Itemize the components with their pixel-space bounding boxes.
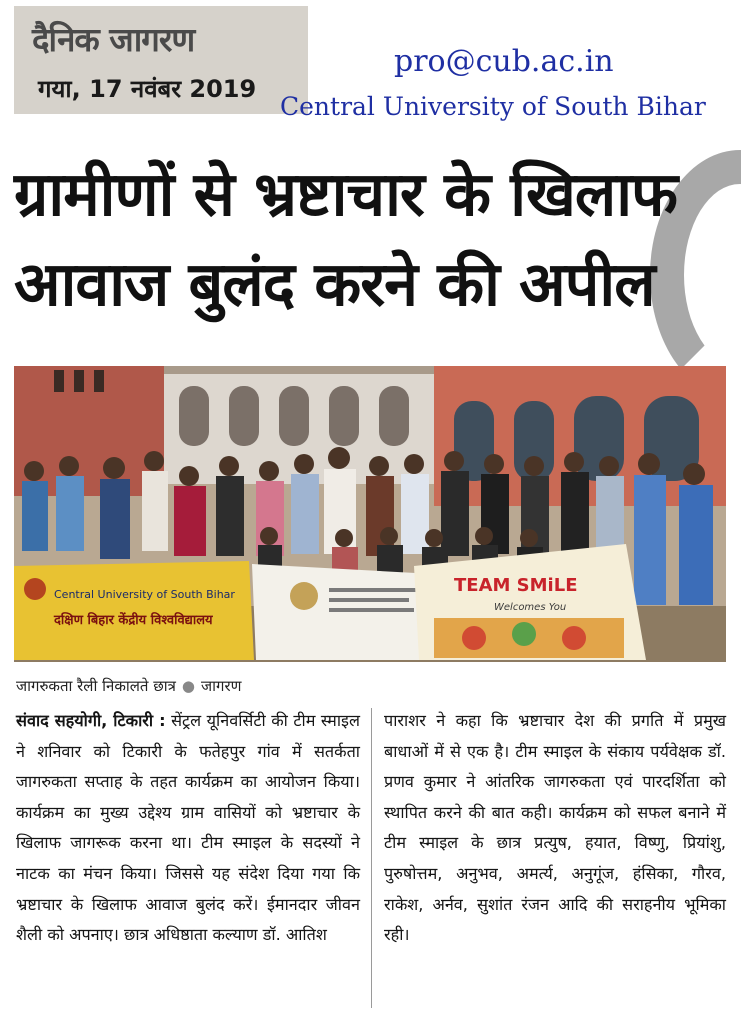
news-photo [14,366,726,662]
article-column-1 [16,706,360,951]
banner-university [14,561,254,660]
article-column-2-text: पाराशर ने कहा कि भ्रष्टाचार देश की प्रगति में प्रमुख बाधाओं में से एक है। टीम स्माइल के संकाय पर्यवेक्षक डॉ. प्रणव कुमार ने आंतरिक जागरुकता एवं पारदर्शिता को स्थापित करने की बात कही। कार्यक्रम को सफल बनाने में टीम स्माइल के छात्र प्रत्युष, हयात, विष्णु, प्रियांशु, पुरुषोत्तम, अनुभव, अमर्त्य, अनुगूंज, हंसिका, गौरव, राकेश, अर्नव, सुशांत रंजन आदि की सराहनीय भूमिका रही। [384,711,726,945]
caption-credit: जागरण [201,677,242,695]
headline-line-1: ग्रामीणों से भ्रष्टाचार के खिलाफ [14,159,678,230]
newspaper-masthead [14,6,308,114]
banner-university-hindi: दक्षिण बिहार केंद्रीय विश्वविद्यालय [54,613,213,628]
article-column-1-text: सेंट्रल यूनिवर्सिटी की टीम स्माइल ने शनिवार को टिकारी के फतेहपुर गांव में सतर्कता जागरुकता सप्ताह के तहत कार्यक्रम का आयोजन किया। कार्यक्रम का मुख्य उद्देश्य ग्राम वासियों को भ्रष्टाचार के खिलाफ जागरूक करना था। टीम स्माइल के सदस्यों ने नाटक का मंचन किया। जिससे यह संदेश दिया गया कि भ्रष्टाचार के खिलाफ आवाज बुलंद करें। ईमानदार जीवन शैली को अपनाए। छात्र अधिष्ठाता कल्याण डॉ. आतिश [16,711,360,945]
caption-text: जागरुकता रैली निकालते छात्र [16,677,176,695]
contact-email: pro@cub.ac.in [394,44,614,79]
edition-date: गया, 17 नवंबर 2019 [38,75,257,103]
banner-team-smile-subtitle: Welcomes You [494,602,567,613]
column-divider [371,708,372,1008]
university-name: Central University of South Bihar [280,92,706,121]
group-photo-illustration [14,366,726,662]
article-column-2 [384,706,726,951]
banner-university-english: Central University of South Bihar [54,588,235,601]
banner-middle [252,564,434,660]
article-byline: संवाद सहयोगी, टिकारी : [16,711,166,730]
bullet-icon: ● [181,677,195,695]
banner-team-smile-title: TEAM SMiLE [454,575,578,596]
headline-line-2: आवाज बुलंद करने की अपील [14,249,655,320]
photo-caption [16,676,241,696]
newspaper-name: दैनिक जागरण [32,20,195,59]
